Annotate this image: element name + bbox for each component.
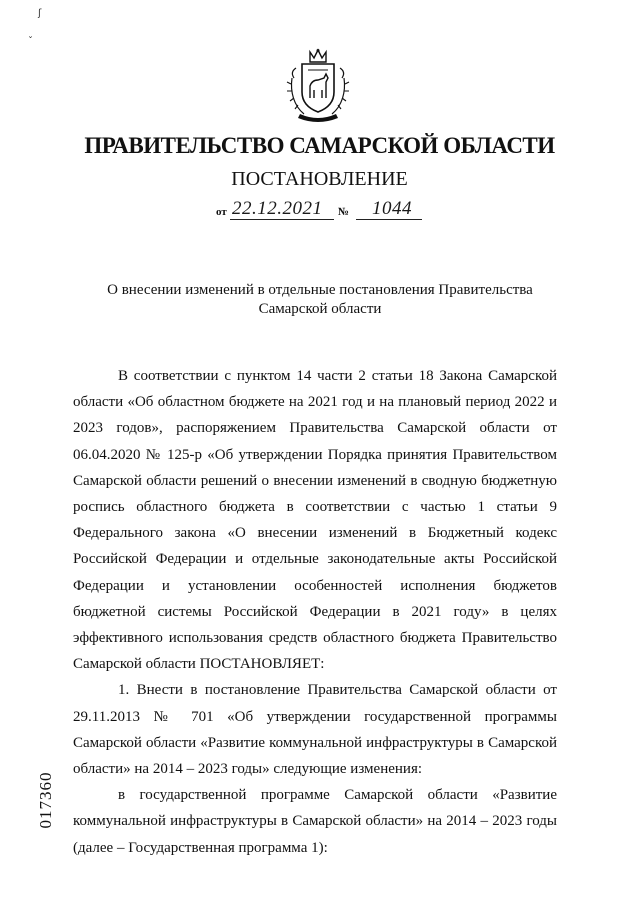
- number-value: 1044: [372, 198, 412, 219]
- side-registration-number: [36, 760, 58, 840]
- date-number-line: [216, 200, 436, 222]
- number-underline: [356, 219, 422, 220]
- date-value: 22.12.2021: [232, 198, 323, 219]
- samara-coat-of-arms-icon: [282, 48, 354, 124]
- paragraph: в государственной программе Самарской области «Развитие коммунальной инфраструктуры в Самарской области» на 2014 – 2023 годы (далее – Государственная программа 1):: [73, 787, 557, 856]
- document-type: ПОСТАНОВЛЕНИЕ: [231, 168, 408, 190]
- number-label: №: [338, 206, 350, 218]
- document-body: [73, 363, 557, 861]
- date-label: от: [216, 206, 227, 218]
- organization-title: ПРАВИТЕЛЬСТВО САМАРСКОЙ ОБЛАСТИ: [84, 133, 555, 158]
- paragraph: В соответствии с пунктом 14 части 2 статьи 18 Закона Самарской области «Об областном бюджете на 2021 год и на плановый период 2022 и 2023 годов», распоряжением Правительства Самарской области от 06.04.2020 № 125-р «Об утверждении Порядка принятия Правительством Самарской области решений о внесении изменений в сводную бюджетную роспись областного бюджета в соответствии с частью 1 статьи 9 Федерального закона «О внесении изменений в Бюджетный кодекс Российской Федерации и отдельные законодательные акты Российской Федерации и установлении особенностей исполнения бюджетов бюджетной системы Российской Федерации в 2021 году» в целях эффективного использования средств областного бюджета Правительство Самарской области ПОСТАНОВЛЯЕТ:: [73, 368, 557, 673]
- date-underline: [230, 219, 334, 220]
- stray-mark: ʃ: [38, 8, 42, 19]
- paragraph: 1. Внести в постановление Правительства Самарской области от 29.11.2013 № 701 «Об утверждении государственной программы Самарской области «Развитие коммунальной инфраструктуры в Самарской области» на 2014 – 2023 годы» следующие изменения:: [73, 682, 557, 778]
- side-number-text: 017360: [36, 771, 55, 829]
- document-subject: О внесении изменений в отдельные постановления Правительства Самарской области: [107, 282, 533, 317]
- stray-mark: ˇ: [28, 36, 33, 47]
